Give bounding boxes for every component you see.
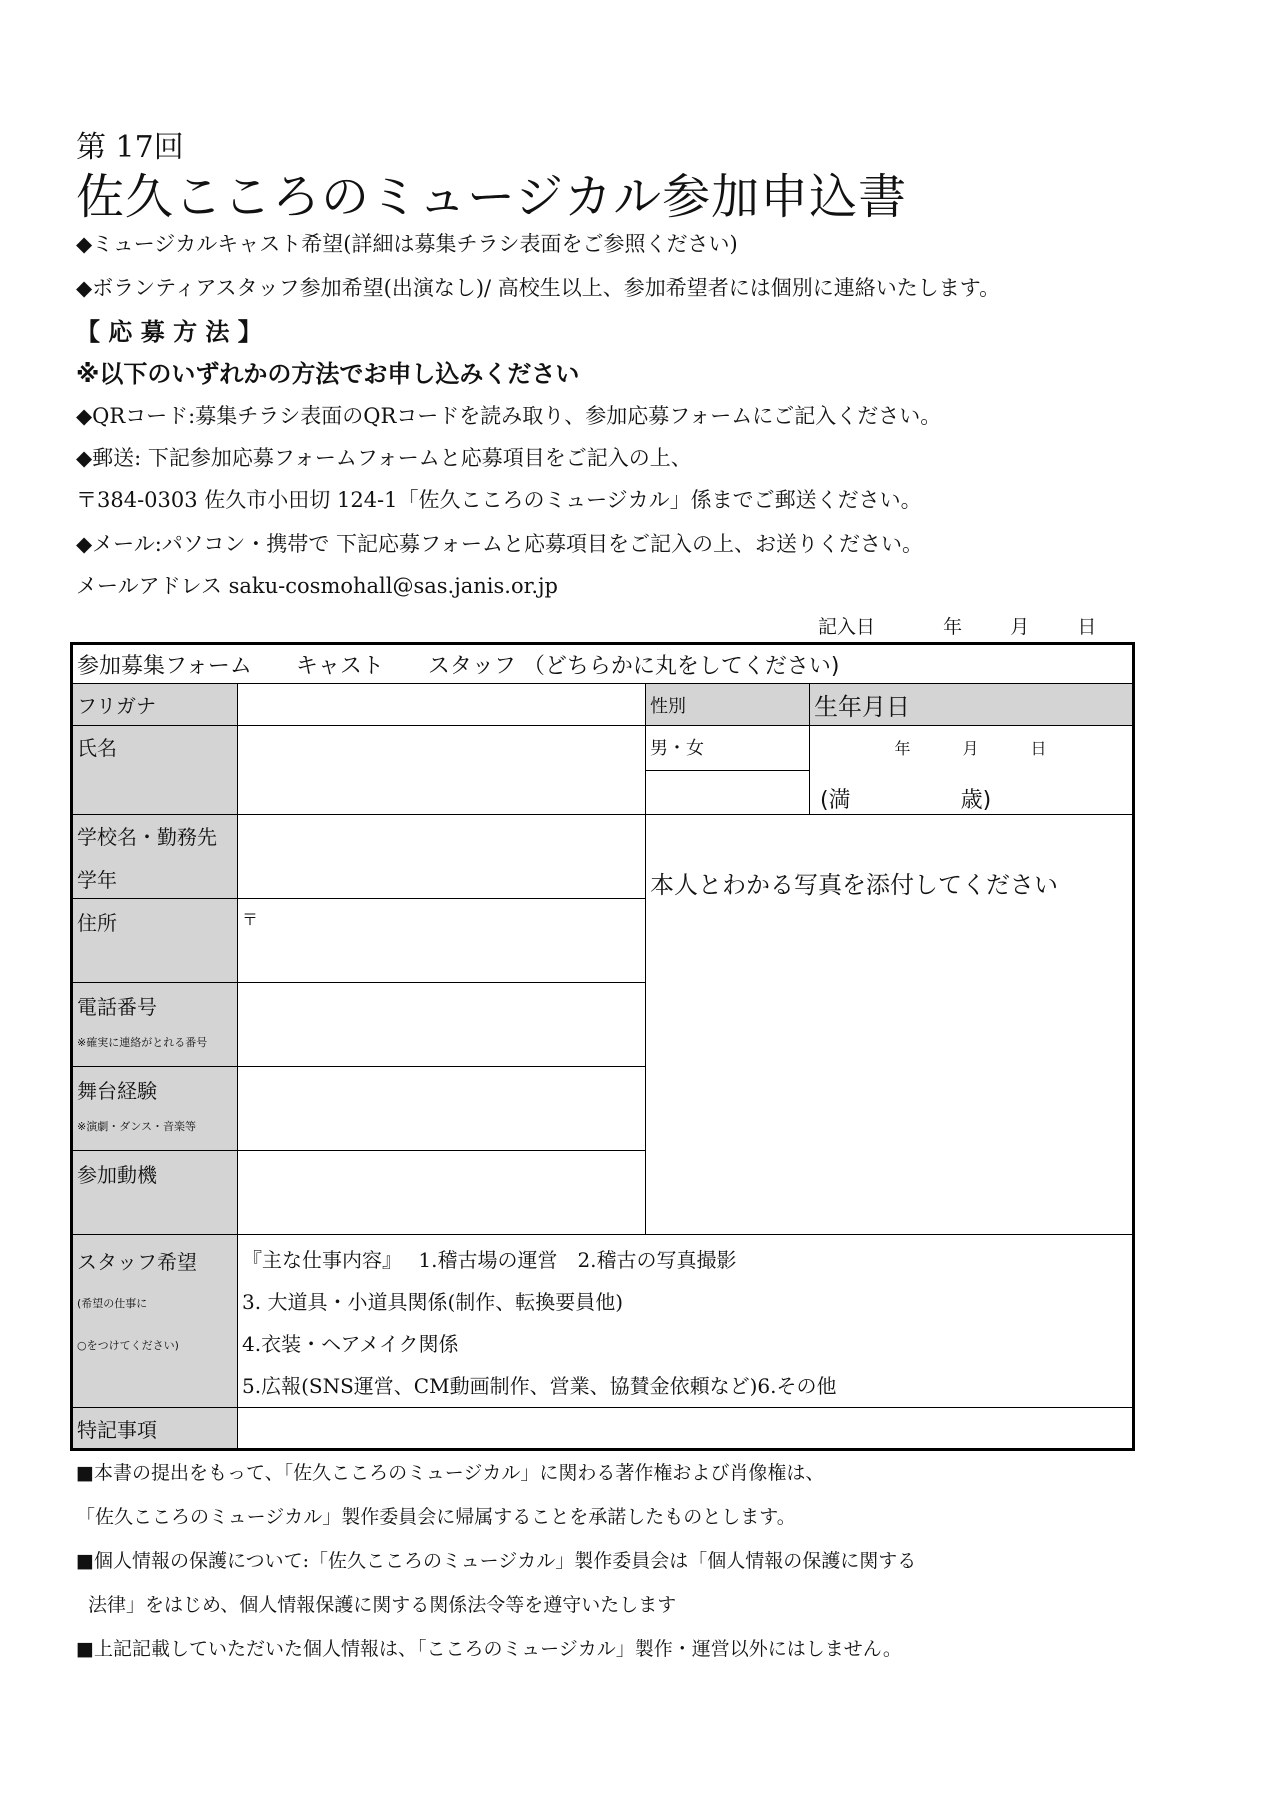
stage-field[interactable] <box>238 1067 646 1151</box>
entry-date-label: 記入日 <box>818 616 876 638</box>
phone-note: ※確実に連絡がとれる番号 <box>77 1036 208 1049</box>
email-address: メールアドレス saku-cosmohall@sas.janis.or.jp <box>76 574 558 598</box>
photo-area[interactable] <box>646 815 1134 1235</box>
phone-label <box>72 983 238 1067</box>
staff-option-line-2: 3. 大道具・小道具関係(制作、転換要員他) <box>242 1290 624 1314</box>
gender-label: 性別 <box>646 684 810 726</box>
stage-label-text: 舞台経験 <box>77 1079 157 1103</box>
staff-note-1: (希望の仕事に <box>77 1297 148 1310</box>
application-form <box>70 642 1135 1451</box>
gender-blank[interactable] <box>646 770 810 815</box>
entry-date-year: 年 <box>943 616 963 638</box>
stage-label <box>72 1067 238 1151</box>
phone-field[interactable] <box>238 983 646 1067</box>
staff-option-line-4: 5.広報(SNS運営、CM動画制作、営業、協賛金依頼など)6.その他 <box>242 1374 837 1398</box>
method-heading: 【 応 募 方 法 】 <box>76 318 262 346</box>
staff-options[interactable] <box>238 1235 1134 1408</box>
footer-copyright-2: 「佐久こころのミュージカル」製作委員会に帰属することを承諾したものとします。 <box>76 1506 796 1528</box>
birthdate-label: 生年月日 <box>810 684 1134 726</box>
staff-option-line-3: 4.衣装・ヘアメイク関係 <box>242 1332 459 1356</box>
entry-date <box>818 612 1096 639</box>
intro-cast: ◆ミュージカルキャスト希望(詳細は募集チラシ表面をご参照ください) <box>76 232 738 256</box>
school-field[interactable] <box>238 815 646 899</box>
address-label: 住所 <box>72 899 238 983</box>
method-qr: ◆QRコード:募集チラシ表面のQRコードを読み取り、参加応募フォームにご記入ください。 <box>76 404 942 428</box>
footer-privacy-1: ■個人情報の保護について:「佐久こころのミュージカル」製作委員会は「個人情報の保護に関する <box>76 1550 917 1572</box>
stage-note: ※演劇・ダンス・音楽等 <box>77 1120 196 1133</box>
form-header: 参加募集フォーム キャスト スタッフ （どちらかに丸をしてください) <box>72 644 1134 684</box>
birthdate-ymd: 年 月 日 <box>894 739 1048 758</box>
footer-privacy-2: 法律」をはじめ、個人情報保護に関する関係法令等を遵守いたします <box>88 1594 677 1616</box>
school-label <box>72 815 238 899</box>
method-post: ◆郵送: 下記参加応募フォームフォームと応募項目をご記入の上、 <box>76 446 692 470</box>
furigana-label: フリガナ <box>72 684 238 726</box>
phone-label-text: 電話番号 <box>77 995 157 1019</box>
staff-label-text: スタッフ希望 <box>77 1250 197 1274</box>
school-label-text: 学校名・勤務先 <box>77 825 217 849</box>
remarks-label: 特記事項 <box>72 1408 238 1450</box>
name-field[interactable] <box>238 726 646 815</box>
address-field[interactable] <box>238 899 646 983</box>
motivation-field[interactable] <box>238 1151 646 1235</box>
method-email: ◆メール:パソコン・携帯で 下記応募フォームと応募項目をご記入の上、お送りください。 <box>76 532 924 556</box>
furigana-field[interactable] <box>238 684 646 726</box>
staff-note-2: ○をつけてください) <box>77 1339 179 1352</box>
staff-option-line-1: 『主な仕事内容』 1.稽古場の運営 2.稽古の写真撮影 <box>242 1248 737 1272</box>
entry-date-month: 月 <box>1010 616 1030 638</box>
method-subheading: ※以下のいずれかの方法でお申し込みください <box>76 360 580 388</box>
birthdate-field[interactable] <box>810 726 1134 815</box>
staff-label <box>72 1235 238 1408</box>
method-address: 〒384-0303 佐久市小田切 124-1「佐久こころのミュージカル」係までご郵送ください。 <box>76 488 922 512</box>
name-label: 氏名 <box>72 726 238 815</box>
age-field: (満 歳) <box>820 788 992 813</box>
remarks-field[interactable] <box>238 1408 1134 1450</box>
grade-label: 学年 <box>77 868 117 892</box>
entry-date-day: 日 <box>1077 616 1097 638</box>
motivation-label: 参加動機 <box>72 1151 238 1235</box>
gender-options[interactable]: 男・女 <box>646 726 810 771</box>
edition-label: 第 17回 <box>76 130 184 165</box>
postal-mark: 〒 <box>242 910 259 929</box>
footer-copyright-1: ■本書の提出をもって、「佐久こころのミュージカル」に関わる著作権および肖像権は、 <box>76 1462 825 1484</box>
intro-staff: ◆ボランティアスタッフ参加希望(出演なし)/ 高校生以上、参加希望者には個別に連絡いたします。 <box>76 276 1001 300</box>
page-title: 佐久こころのミュージカル参加申込書 <box>76 169 908 225</box>
footer-usage: ■上記記載していただいた個人情報は、「こころのミュージカル」製作・運営以外にはしません。 <box>76 1638 902 1660</box>
photo-note: 本人とわかる写真を添付してください <box>650 871 1058 899</box>
